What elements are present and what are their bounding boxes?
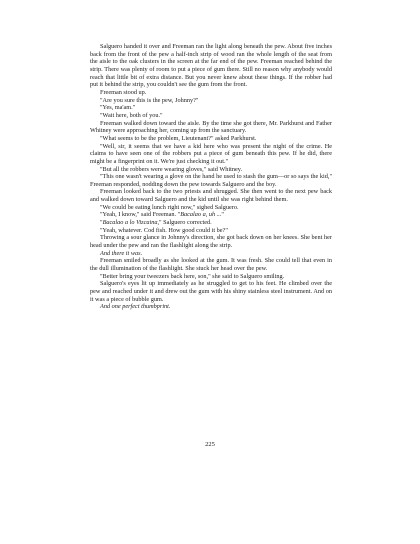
paragraph	[90, 97, 332, 105]
text-run: Throwing a sour glance in Johnny's direction, she got back down on her knees. She bent her head under the pew and ran the flashlight along the strip.	[90, 234, 332, 250]
paragraph	[90, 273, 332, 281]
paragraph	[90, 219, 332, 227]
page-number: 225	[205, 441, 215, 448]
text-run: "This one wasn't wearing a glove on the hand he used to stash the gum—or so says the kid," Freeman responded, nodding down the pew towards Salguero and the boy.	[90, 173, 332, 188]
paragraph	[90, 280, 332, 303]
text-run: "Better bring your tweezers back here, son," she said to Salguero smiling.	[100, 272, 285, 280]
italic-text: Bacalao a lo Vizcaina	[102, 219, 158, 227]
paragraph	[90, 250, 332, 258]
paragraph	[90, 166, 332, 174]
text-run: Freeman smiled broadly as she looked at the gum. It was fresh. She could tell that even in the dull illumination of the flashlight. She stuck her head over the pew.	[90, 257, 332, 273]
text-run: Freeman looked back to the two priests and shrugged. She then went to the next pew back and walked down toward Salguero and the kid until she was right behind them.	[90, 188, 332, 204]
text-run: "We could be eating lunch right now," sighed Salguero.	[100, 203, 239, 211]
paragraph	[90, 120, 332, 135]
text-run: ," Salguero corrected.	[157, 219, 212, 227]
text-run: "But all the robbers were wearing gloves," said Whitney.	[100, 165, 243, 173]
text-run: Freeman stood up.	[100, 88, 147, 96]
paragraph	[90, 135, 332, 143]
paragraph	[90, 188, 332, 203]
paragraph	[90, 211, 332, 219]
paragraph	[90, 89, 332, 97]
paragraph	[90, 204, 332, 212]
body-text	[90, 43, 332, 311]
text-run: "Yes, ma'am."	[100, 104, 136, 112]
paragraph	[90, 234, 332, 249]
text-run: "Yeah, I know," said Freeman. "	[100, 211, 181, 219]
paragraph	[90, 257, 332, 272]
text-run: Salguero handed it over and Freeman ran the light along beneath the pew. About five inches back from the front of the pew a half-inch strip of wood ran the whole length of the seat from the aisle to the oak clusters in the screen at the far end of the pew. Freeman reached behind the strip. There was plenty of room to put a piece of gum there. Still no reason why anybody would reach that little bit of extra distance. But you never knew about these things. If the robber had put it behind the strip, you couldn't see the gum from the front.	[90, 43, 332, 89]
text-run: "Wait here, both of you."	[100, 111, 163, 119]
paragraph	[90, 112, 332, 120]
text-run: "Are you sure this is the pew, Johnny?"	[100, 96, 199, 104]
paragraph	[90, 43, 332, 89]
italic-text: Bacalao a, uh ...	[180, 211, 222, 219]
paragraph	[90, 303, 332, 311]
text-run: "	[100, 219, 103, 227]
text-run: "Yeah, whatever. Cod fish. How good could it be?"	[100, 226, 228, 234]
italic-text: And there it was.	[100, 249, 143, 257]
paragraph	[90, 143, 332, 166]
text-run: "Well, sir, it seems that we have a kid here who was present the night of the crime. He claims to have seen one of the robbers put a piece of gum beneath this pew. If he did, there might be a fingerprint on it. We're just checking it out."	[90, 142, 332, 165]
text-run: Salguero's eyes lit up immediately as he struggled to get to his feet. He climbed over the pew and reached under it and drew out the gum with his shiny stainless steel instrument. And on it was a piece of bubble gum.	[90, 280, 332, 303]
text-run: Freeman walked down toward the aisle. By the time she got there, Mr. Parkhurst and Father Whitney were approaching her, coming up from the sanctuary.	[90, 119, 332, 135]
paragraph	[90, 104, 332, 112]
paragraph	[90, 227, 332, 235]
paragraph	[90, 173, 332, 188]
italic-text: And one perfect thumbprint.	[100, 303, 171, 311]
text-run: "	[221, 211, 224, 219]
text-run: "What seems to be the problem, Lieutenant?" asked Parkhurst.	[100, 134, 257, 142]
